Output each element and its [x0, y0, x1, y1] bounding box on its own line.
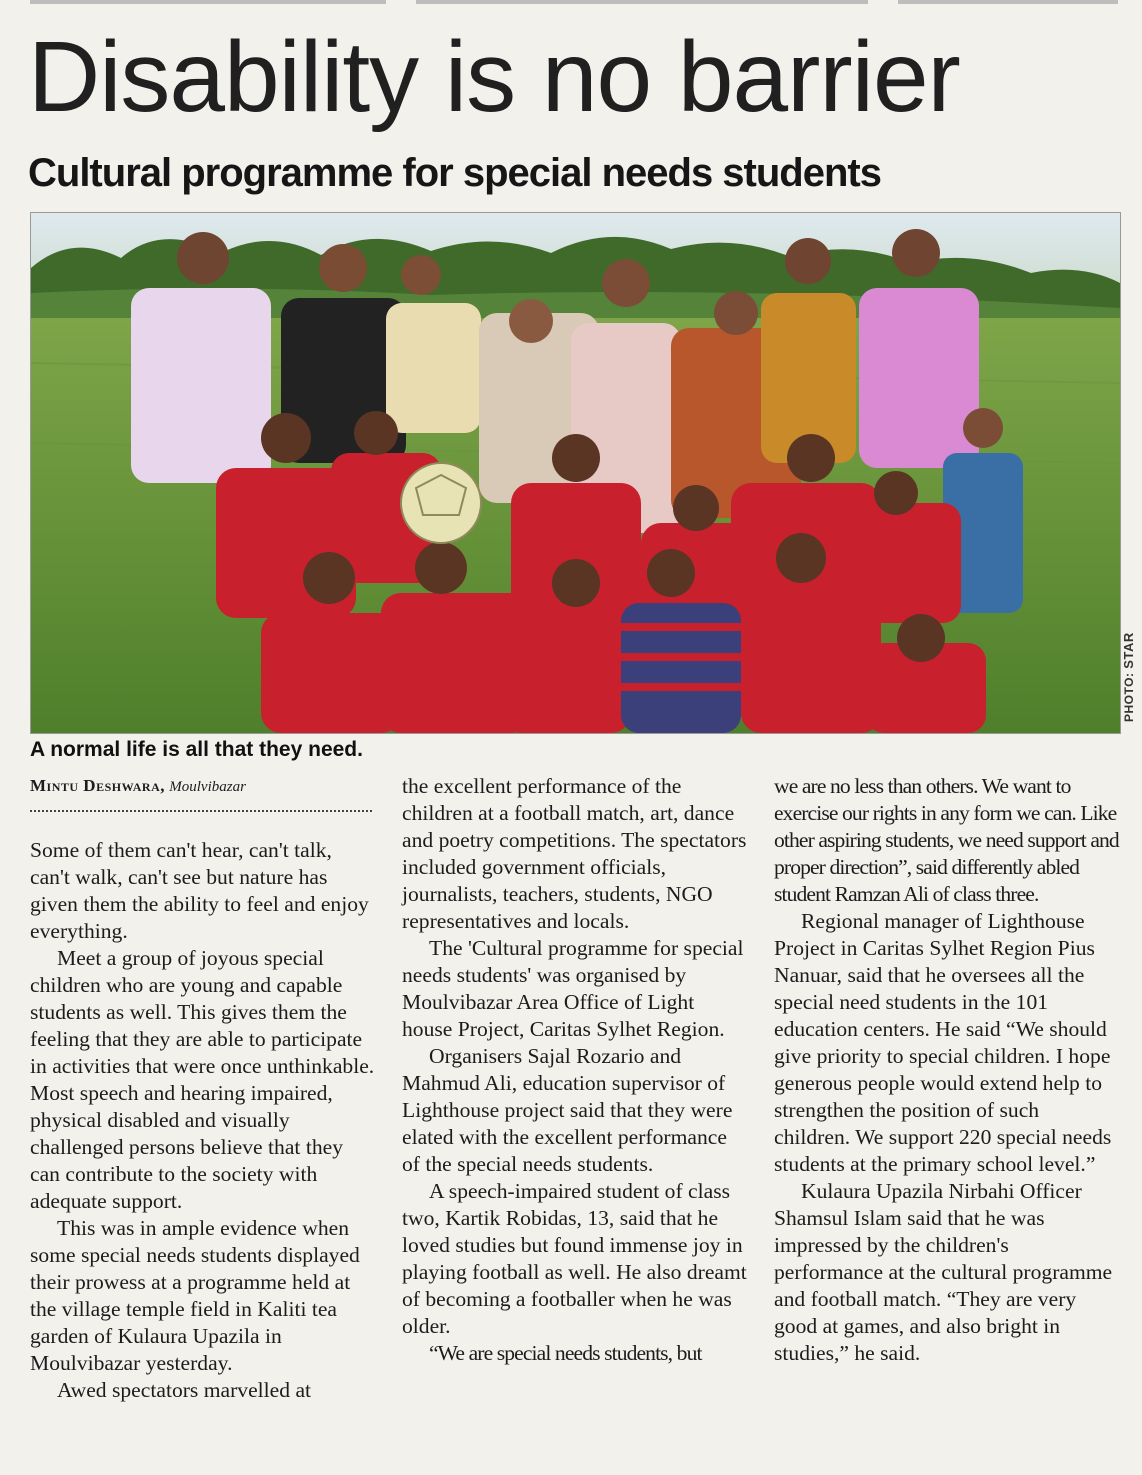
article-column-1 — [30, 837, 376, 1404]
paragraph: The 'Cultural programme for special needs students' was organised by Moulvibazar Area Office of Light house Project, Caritas Sylhet Region. — [402, 936, 744, 1041]
photo-caption: A normal life is all that they need. — [30, 738, 363, 761]
photo-credit: PHOTO: STAR — [1121, 632, 1136, 722]
byline-location: Moulvibazar — [169, 779, 246, 795]
top-rule — [416, 0, 868, 4]
paragraph: Regional manager of Lighthouse Project in Caritas Sylhet Region Pius Nanuar, said that he oversees all the special need students in the 101 education centers. He said “We should give priority to special children. I hope generous people would extend help to strengthen the position of such children. We support 220 special needs students at the primary school level.” — [774, 909, 1112, 1176]
group-photo-illustration — [31, 213, 1120, 733]
paragraph: Some of them can't hear, can't talk, can't walk, can't see but nature has given them the ability to feel and enjoy everything. — [30, 838, 369, 943]
paragraph: the excellent performance of the children at a football match, art, dance and poetry competitions. The spectators included government officials, journalists, teachers, students, NGO representatives and locals. — [402, 774, 747, 933]
top-rule — [30, 0, 386, 4]
top-rule — [898, 0, 1118, 4]
paragraph: Meet a group of joyous special children who are young and capable students as well. This gives them the feeling that they are able to participate in activities that were once unthinkable. Most speech and hearing impaired, physical disabled and visually challenged persons believe that they can contribute to the society with adequate support. — [30, 946, 375, 1213]
byline — [30, 776, 246, 796]
paragraph: Kulaura Upazila Nirbahi Officer Shamsul Islam said that he was impressed by the children's performance at the cultural programme and football match. “They are very good at games, and also bright in studies,” he said. — [774, 1179, 1113, 1365]
paragraph: A speech-impaired student of class two, Kartik Robidas, 13, said that he loved studies but found immense joy in playing football as well. He also dreamt of becoming a footballer when he was older. — [402, 1179, 747, 1338]
paragraph: Organisers Sajal Rozario and Mahmud Ali, education supervisor of Lighthouse project said that they were elated with the excellent performance of the special needs students. — [402, 1044, 733, 1176]
article-column-3 — [774, 773, 1120, 1367]
article-column-2 — [402, 773, 748, 1367]
byline-author: Mintu Deshwara, — [30, 776, 166, 795]
paragraph: we are no less than others. We want to exercise our rights in any form we can. Like other aspiring students, we need support and proper direction”, said differently abled student Ramzan Ali of class three. — [774, 774, 1119, 906]
headline: Disability is no barrier — [28, 21, 960, 133]
subheadline: Cultural programme for special needs students — [28, 151, 881, 195]
byline-divider — [30, 810, 372, 812]
paragraph: “We are special needs students, but — [429, 1341, 702, 1365]
news-photo — [30, 212, 1121, 734]
paragraph: Awed spectators marvelled at — [57, 1378, 312, 1402]
football — [401, 463, 481, 543]
paragraph: This was in ample evidence when some special needs students displayed their prowess at a programme held at the village temple field in Kaliti tea garden of Kulaura Upazila in Moulvibazar yesterday. — [30, 1216, 360, 1375]
